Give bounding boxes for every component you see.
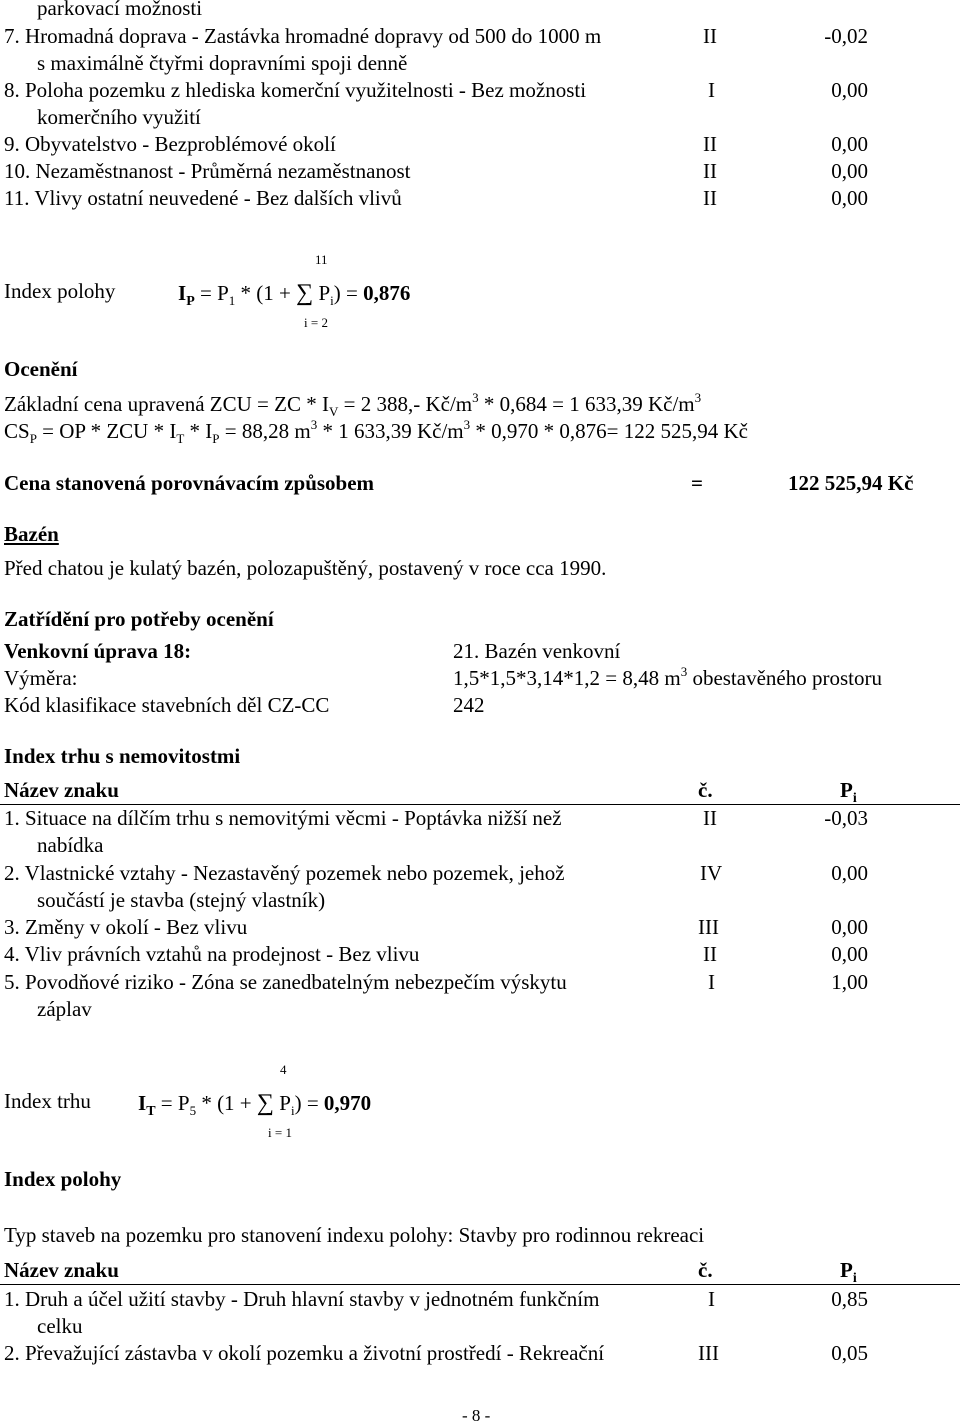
sum-symbol: ∑ bbox=[256, 1090, 275, 1116]
venkovni-uprava-label: Venkovní úprava 18: bbox=[4, 639, 192, 663]
cena-label: Cena stanovená porovnávacím způsobem bbox=[4, 471, 375, 495]
table-row-class: III bbox=[698, 915, 719, 939]
table-row-value: -0,02 bbox=[824, 24, 868, 48]
col-header-number: č. bbox=[698, 778, 713, 802]
typ-staveb-text: Typ staveb na pozemku pro stanovení indexu polohy: Stavby pro rodinnou rekreaci bbox=[4, 1223, 705, 1247]
table-row-value: 0,00 bbox=[831, 186, 868, 210]
table-row-class: I bbox=[708, 970, 715, 994]
col-header-name: Název znaku bbox=[4, 778, 119, 802]
table-row-value: 0,05 bbox=[831, 1341, 868, 1365]
bazen-heading: Bazén bbox=[4, 522, 59, 546]
table-row-class: II bbox=[703, 24, 717, 48]
table-row-class: II bbox=[703, 186, 717, 210]
table-row-class: IV bbox=[700, 861, 723, 885]
table-header-rule bbox=[0, 1284, 960, 1285]
col-header-name: Název znaku bbox=[4, 1258, 119, 1282]
table-row-name: celku bbox=[37, 1314, 83, 1338]
index-trhu-heading: Index trhu s nemovitostmi bbox=[4, 744, 241, 768]
vymera-label: Výměra: bbox=[4, 666, 78, 690]
table-row-name: komerčního využití bbox=[37, 105, 201, 129]
index-trhu-result: 0,970 bbox=[323, 1091, 372, 1115]
table-row-value: 1,00 bbox=[831, 970, 868, 994]
table-row-name: 1. Druh a účel užití stavby - Druh hlavní stavby v jednotném funkčním bbox=[4, 1287, 600, 1311]
table-row-class: I bbox=[708, 1287, 715, 1311]
table-row-name: součástí je stavba (stejný vlastník) bbox=[37, 888, 326, 912]
table-row-name: 11. Vlivy ostatní neuvedené - Bez dalších vlivů bbox=[4, 186, 402, 210]
table-row-class: II bbox=[703, 942, 717, 966]
table-row-name: 10. Nezaměstnanost - Průměrná nezaměstnanost bbox=[4, 159, 411, 183]
table-row-name: 8. Poloha pozemku z hlediska komerční využitelnosti - Bez možnosti bbox=[4, 78, 587, 102]
oceneni-heading: Ocenění bbox=[4, 357, 78, 381]
table-row-name: 5. Povodňové riziko - Zóna se zanedbatelným nebezpečím výskytu bbox=[4, 970, 567, 994]
table-row-value: 0,00 bbox=[831, 942, 868, 966]
cena-equals: = bbox=[691, 471, 703, 495]
table-header-rule bbox=[0, 804, 960, 805]
index-trhu-formula: $I_T = P_5 * (1$ + ∑ $P_i) = 0,970$ bbox=[138, 1090, 372, 1119]
table-row-name: 1. Situace na dílčím trhu s nemovitými věcmi - Poptávka nižší než bbox=[4, 806, 562, 830]
table-row-value: 0,00 bbox=[831, 78, 868, 102]
kod-klasifikace-label: Kód klasifikace stavebních děl CZ-CC bbox=[4, 693, 330, 717]
table-row-class: II bbox=[703, 132, 717, 156]
sum-symbol: ∑ bbox=[296, 280, 314, 306]
table-row-value: -0,03 bbox=[824, 806, 868, 830]
index-polohy-label: Index polohy bbox=[4, 279, 116, 303]
table-row-value: 0,00 bbox=[831, 915, 868, 939]
table-row-name: 2. Převažující zástavba v okolí pozemku a životní prostředí - Rekreační bbox=[4, 1341, 605, 1365]
sum-lower-limit: i = 1 bbox=[268, 1125, 292, 1140]
csp-line: $CS_P$ = OP * ZCU * $I_T * I_P = 88,28$ $m^3 * 1$ 633,39 $Kč/m^3 * 0,970 * 0,876= 122$ 525,94 Kč bbox=[4, 417, 748, 446]
sum-lower-limit: i = 2 bbox=[304, 315, 328, 330]
table-row-value: 0,00 bbox=[831, 132, 868, 156]
col-header-pi: $P_i$ bbox=[840, 778, 857, 806]
table-row-name: 3. Změny v okolí - Bez vlivu bbox=[4, 915, 248, 939]
table-row-name: 2. Vlastnické vztahy - Nezastavěný pozemek nebo pozemek, jehož bbox=[4, 861, 565, 885]
table-row-class: II bbox=[703, 159, 717, 183]
table-row-class: III bbox=[698, 1341, 719, 1365]
index-trhu-label: Index trhu bbox=[4, 1089, 91, 1113]
table-row-name: 7. Hromadná doprava - Zastávka hromadné dopravy od 500 do 1000 m bbox=[4, 24, 602, 48]
index-polohy-formula: $I_P = P_1 * (1$ + ∑ $P_i) = 0,876$ bbox=[178, 280, 411, 309]
table-row-name: 9. Obyvatelstvo - Bezproblémové okolí bbox=[4, 132, 336, 156]
table-row-class: I bbox=[708, 78, 715, 102]
page-number: - 8 - bbox=[462, 1406, 491, 1425]
col-header-number: č. bbox=[698, 1258, 713, 1282]
cena-value: 122 525,94 Kč bbox=[788, 471, 914, 495]
table-row-name: záplav bbox=[37, 997, 92, 1021]
kod-klasifikace-value: 242 bbox=[453, 693, 485, 717]
vymera-value: 1,5*1,5*3,14*1,2 = 8,48 $m^3$ obestavěného prostoru bbox=[453, 664, 882, 690]
table-row-value: 0,85 bbox=[831, 1287, 868, 1311]
table-row-class: II bbox=[703, 806, 717, 830]
table-row-name: 4. Vliv právních vztahů na prodejnost - Bez vlivu bbox=[4, 942, 420, 966]
table-row-value: 0,00 bbox=[831, 861, 868, 885]
zatrideni-heading: Zatřídění pro potřeby ocenění bbox=[4, 607, 274, 631]
sum-upper-limit: 11 bbox=[315, 252, 328, 267]
index-polohy-heading: Index polohy bbox=[4, 1167, 122, 1191]
table-row-value: 0,00 bbox=[831, 159, 868, 183]
col-header-pi: $P_i$ bbox=[840, 1258, 857, 1286]
table-row-name: parkovací možnosti bbox=[37, 0, 203, 20]
table-row-name: s maximálně čtyřmi dopravními spoji denně bbox=[37, 51, 408, 75]
venkovni-uprava-value: 21. Bazén venkovní bbox=[453, 639, 621, 663]
table-row-name: nabídka bbox=[37, 833, 104, 857]
sum-upper-limit: 4 bbox=[280, 1062, 287, 1077]
bazen-text: Před chatou je kulatý bazén, polozapuštěný, postavený v roce cca 1990. bbox=[4, 556, 607, 580]
zcu-line: Základní cena upravená ZCU = ZC * $I_V = 2$ 388,- $Kč/m^3 * 0,684 = 1$ 633,39 $Kč/m^3$ bbox=[4, 390, 702, 419]
index-polohy-result: 0,876 bbox=[363, 281, 411, 305]
